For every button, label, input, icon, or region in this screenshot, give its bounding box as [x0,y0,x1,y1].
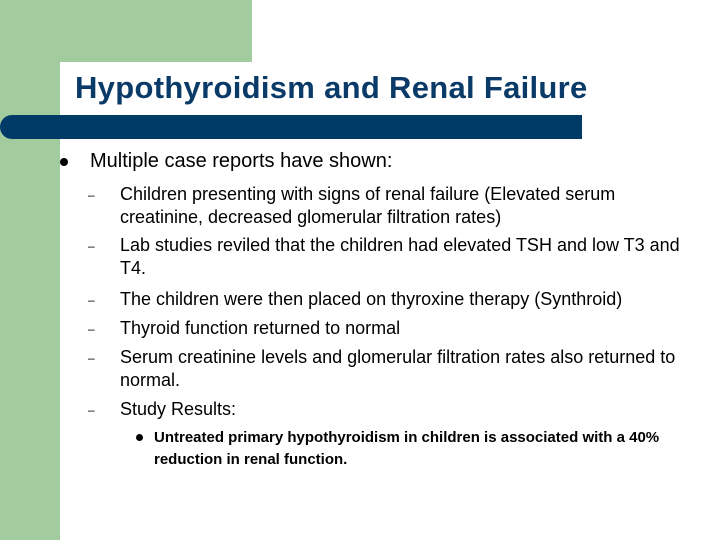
sub-bullet-item [88,317,700,340]
sub-bullet-item [88,288,700,311]
left-accent-bar [0,0,60,540]
sub-bullet-item [88,398,700,421]
sub-bullet-text: Lab studies reviled that the children had elevated TSH and low T3 and T4. [120,235,680,278]
sub-sub-bullet-text: Untreated primary hypothyroidism in children is associated with a 40% reduction in renal function. [154,429,660,468]
sub-bullet-text: Children presenting with signs of renal failure (Elevated serum creatinine, decreased glomerular filtration rates) [120,184,616,227]
dash-icon: – [88,293,95,307]
dash-icon: – [88,322,95,336]
sub-bullet-text: Serum creatinine levels and glomerular filtration rates also returned to normal. [120,347,676,390]
top-accent-block [0,0,252,62]
bullet-dot-icon [60,158,68,166]
sub-sub-bullet-item [154,427,694,471]
dash-icon: – [88,403,95,417]
dash-icon: – [88,188,95,202]
sub-bullet-item [88,234,700,280]
sub-bullet-item [88,183,700,229]
sub-bullet-text: The children were then placed on thyroxine therapy (Synthroid) [120,289,623,309]
sub-bullet-text: Study Results: [120,399,237,419]
bullet-dot-icon [136,434,143,441]
title-underline-bar [0,115,582,139]
dash-icon: – [88,351,95,365]
main-bullet-text: Multiple case reports have shown: [90,150,393,172]
sub-bullet-text: Thyroid function returned to normal [120,318,401,338]
sub-bullet-item [88,346,700,392]
slide-title: Hypothyroidism and Renal Failure [75,70,588,105]
dash-icon: – [88,239,95,253]
